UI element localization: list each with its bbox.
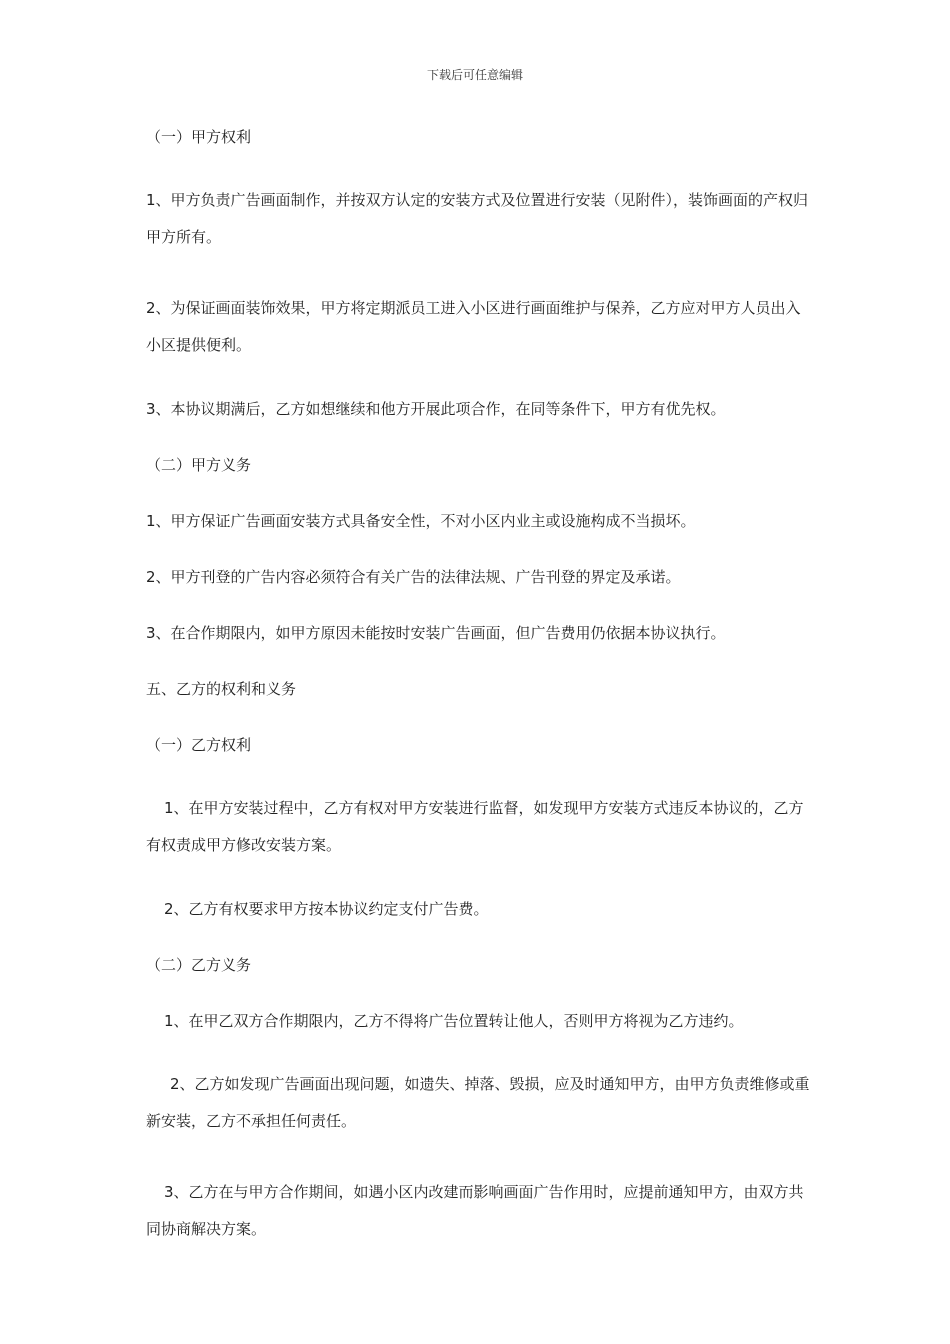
section-heading-party-a-obligations: （二）甲方义务 <box>146 456 252 474</box>
clause-b-rights-2: 2、乙方有权要求甲方按本协议约定支付广告费。 <box>164 900 489 918</box>
header-note: 下载后可任意编辑 <box>426 68 523 82</box>
clause-b-obligations-2: 2、乙方如发现广告画面出现问题，如遗失、掉落、毁损，应及时通知甲方，由甲方负责维修或重新安装，乙方不承担任何责任。 <box>146 1075 810 1130</box>
clause-a-obligations-2: 2、甲方刊登的广告内容必须符合有关广告的法律法规、广告刊登的界定及承诺。 <box>146 568 681 586</box>
clause-a-obligations-1: 1、甲方保证广告画面安装方式具备安全性，不对小区内业主或设施构成不当损坏。 <box>146 512 696 530</box>
clause-a-rights-1: 1、甲方负责广告画面制作，并按双方认定的安装方式及位置进行安装（见附件），装饰画面的产权归甲方所有。 <box>146 191 809 246</box>
clause-a-obligations-3: 3、在合作期限内，如甲方原因未能按时安装广告画面，但广告费用仍依据本协议执行。 <box>146 624 726 642</box>
document-body <box>146 126 810 1282</box>
section-heading-party-a-rights: （一）甲方权利 <box>146 128 252 146</box>
chapter-heading-party-b: 五、乙方的权利和义务 <box>146 680 297 698</box>
clause-b-obligations-1: 1、在甲乙双方合作期限内，乙方不得将广告位置转让他人，否则甲方将视为乙方违约。 <box>164 1012 744 1030</box>
section-heading-party-b-obligations: （二）乙方义务 <box>146 956 252 974</box>
clause-a-rights-3: 3、本协议期满后，乙方如想继续和他方开展此项合作，在同等条件下，甲方有优先权。 <box>146 400 726 418</box>
clause-a-rights-2: 2、为保证画面装饰效果，甲方将定期派员工进入小区进行画面维护与保养，乙方应对甲方人员出入小区提供便利。 <box>146 299 801 354</box>
clause-b-rights-1: 1、在甲方安装过程中，乙方有权对甲方安装进行监督，如发现甲方安装方式违反本协议的，乙方有权责成甲方修改安装方案。 <box>146 799 804 854</box>
section-heading-party-b-rights: （一）乙方权利 <box>146 736 252 754</box>
clause-b-obligations-3: 3、乙方在与甲方合作期间，如遇小区内改建而影响画面广告作用时，应提前通知甲方，由双方共同协商解决方案。 <box>146 1183 804 1238</box>
